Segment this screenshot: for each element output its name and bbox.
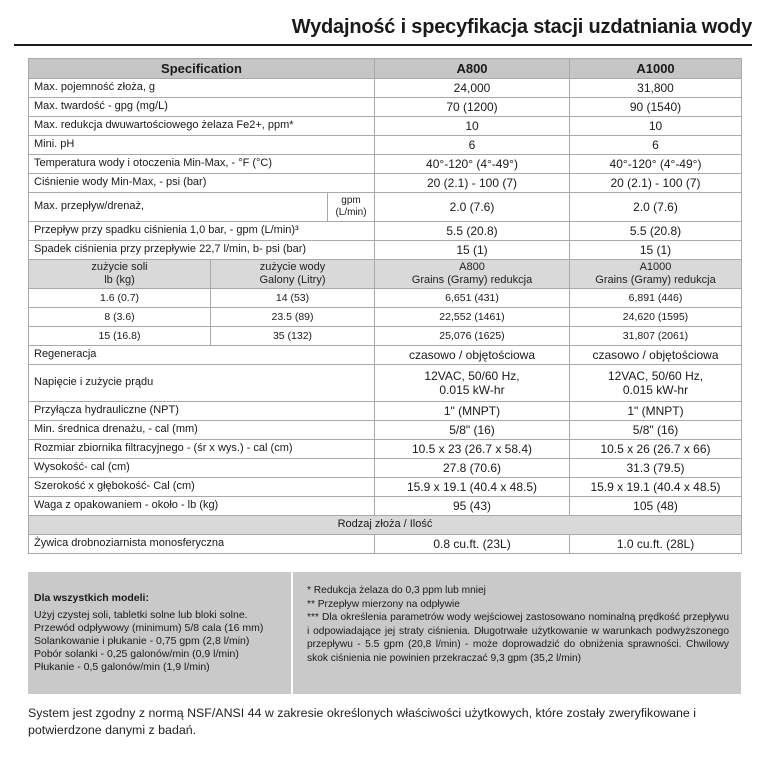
- flow-unit: gpm (L/min): [328, 193, 375, 222]
- row-a1000-value: 6: [570, 136, 742, 155]
- note-line: Solankowanie i płukanie - 0,75 gpm (2,8 l/min): [34, 635, 250, 647]
- row-a800-value: [375, 365, 570, 402]
- row-label: Ciśnienie wody Min-Max, - psi (bar): [29, 174, 375, 193]
- a1000-grains-value: 6,891 (446): [570, 289, 742, 308]
- row-a1000-value: 2.0 (7.6): [570, 193, 742, 222]
- row-label: Max. twardość - gpg (mg/L): [29, 98, 375, 117]
- row-a800-value: 27.8 (70.6): [375, 459, 570, 478]
- row-a1000-value: 5.5 (20.8): [570, 222, 742, 241]
- power-a1000-line2: 0.015 kW-hr: [622, 383, 689, 397]
- row-a800-value: 95 (43): [375, 497, 570, 516]
- footnote-2: ** Przepływ mierzony na odpływie: [307, 598, 460, 610]
- header-spec: Specification: [29, 59, 375, 79]
- row-label: Żywica drobnoziarnista monosferyczna: [29, 535, 375, 554]
- general-notes: [28, 572, 291, 694]
- table-row: [29, 241, 742, 260]
- row-label: Min. średnica drenażu, - cal (mm): [29, 421, 375, 440]
- table-row: [29, 497, 742, 516]
- table-row: [29, 98, 742, 117]
- a800-grains-header: [375, 260, 570, 289]
- compliance-statement: System jest zgodny z normą NSF/ANSI 44 w zakresie określonych właściwości użytkowych, które zostały zweryfikowane i potwierdzone danymi z badań.: [28, 706, 696, 737]
- row-a800-value: 5/8" (16): [375, 421, 570, 440]
- row-label: Max. redukcja dwuwartościowego żelaza Fe2+, ppm*: [29, 117, 375, 136]
- row-a1000-value: czasowo / objętościowa: [570, 346, 742, 365]
- row-a1000-value: 5/8" (16): [570, 421, 742, 440]
- table-row: [29, 440, 742, 459]
- row-a1000-value: 1.0 cu.ft. (28L): [570, 535, 742, 554]
- table-row: [29, 535, 742, 554]
- a800-grains-value: 25,076 (1625): [375, 327, 570, 346]
- row-label: Rozmiar zbiornika filtracyjnego - (śr x wys.) - cal (cm): [29, 440, 375, 459]
- notes-divider: [291, 572, 293, 694]
- table-row: [29, 478, 742, 497]
- row-a800-value: 20 (2.1) - 100 (7): [375, 174, 570, 193]
- row-a800-value: 24,000: [375, 79, 570, 98]
- table-row: [29, 155, 742, 174]
- footnote-1: * Redukcja żelaza do 0,3 ppm lub mniej: [307, 585, 486, 596]
- row-a800-value: 10: [375, 117, 570, 136]
- water-value: 23.5 (89): [211, 308, 375, 327]
- row-a1000-value: 10.5 x 26 (26.7 x 66): [570, 440, 742, 459]
- row-label: Mini. pH: [29, 136, 375, 155]
- table-row: [29, 459, 742, 478]
- table-row: [29, 79, 742, 98]
- row-a800-value: 15 (1): [375, 241, 570, 260]
- water-header-label: zużycie wody: [259, 260, 326, 273]
- row-label: Max. pojemność złoża, g: [29, 79, 375, 98]
- row-a800-value: 0.8 cu.ft. (23L): [375, 535, 570, 554]
- a1000-grains-value: 24,620 (1595): [570, 308, 742, 327]
- header-a1000: A1000: [570, 59, 742, 79]
- table-row: [29, 346, 742, 365]
- media-header-row: [29, 516, 742, 535]
- note-line: Pobór solanki - 0,25 galonów/min (0,9 l/min): [34, 648, 239, 660]
- power-a800-line1: 12VAC, 50/60 Hz,: [424, 368, 520, 383]
- row-a800-value: 6: [375, 136, 570, 155]
- notes-heading: Dla wszystkich modeli:: [34, 592, 149, 604]
- a800-grains-label: A800: [459, 260, 485, 273]
- row-a800-value: 15.9 x 19.1 (40.4 x 48.5): [375, 478, 570, 497]
- row-label: Napięcie i zużycie prądu: [29, 365, 375, 402]
- row-label: Temperatura wody i otoczenia Min-Max, - °F (°C): [29, 155, 375, 174]
- table-row: [29, 327, 742, 346]
- row-a800-value: 2.0 (7.6): [375, 193, 570, 222]
- row-a1000-value: 105 (48): [570, 497, 742, 516]
- row-a1000-value: 31,800: [570, 79, 742, 98]
- row-a800-value: 70 (1200): [375, 98, 570, 117]
- water-header: [211, 260, 375, 289]
- row-label: Przyłącza hydrauliczne (NPT): [29, 402, 375, 421]
- row-a1000-value: [570, 365, 742, 402]
- a1000-grains-header: [570, 260, 742, 289]
- table-row: [29, 117, 742, 136]
- row-a1000-value: 15.9 x 19.1 (40.4 x 48.5): [570, 478, 742, 497]
- salt-header-label: zużycie soli: [91, 260, 148, 273]
- table-row: [29, 289, 742, 308]
- table-row: [29, 402, 742, 421]
- row-a1000-value: 1" (MNPT): [570, 402, 742, 421]
- table-row: [29, 193, 742, 222]
- media-header: Rodzaj złoża / Ilość: [29, 516, 742, 535]
- table-row: [29, 421, 742, 440]
- row-a800-value: 5.5 (20.8): [375, 222, 570, 241]
- specification-table: [28, 58, 742, 554]
- note-line: Użyj czystej soli, tabletki solne lub bloki solne.: [34, 609, 248, 621]
- table-row: [29, 308, 742, 327]
- row-a1000-value: 31.3 (79.5): [570, 459, 742, 478]
- a1000-grains-sub: Grains (Gramy) redukcja: [595, 274, 716, 286]
- salt-value: 1.6 (0.7): [29, 289, 211, 308]
- row-label: Wysokość- cal (cm): [29, 459, 375, 478]
- title-underline: [14, 44, 752, 46]
- water-header-unit: Galony (Litry): [259, 274, 326, 286]
- notes-panel: [28, 572, 741, 694]
- row-label: Max. przepływ/drenaż,: [29, 193, 328, 222]
- row-a800-value: czasowo / objętościowa: [375, 346, 570, 365]
- power-a800-line2: 0.015 kW-hr: [439, 383, 505, 397]
- a1000-grains-label: A1000: [639, 260, 672, 273]
- row-a1000-value: 10: [570, 117, 742, 136]
- table-header-row: [29, 59, 742, 79]
- a800-grains-value: 22,552 (1461): [375, 308, 570, 327]
- header-a800: A800: [375, 59, 570, 79]
- row-a1000-value: 40°-120° (4°-49°): [570, 155, 742, 174]
- row-a800-value: 40°-120° (4°-49°): [375, 155, 570, 174]
- a800-grains-value: 6,651 (431): [375, 289, 570, 308]
- page-title: Wydajność i specyfikacja stacji uzdatniania wody: [291, 16, 752, 38]
- row-label: Spadek ciśnienia przy przepływie 22,7 l/min, b- psi (bar): [29, 241, 375, 260]
- water-value: 14 (53): [211, 289, 375, 308]
- salt-header: [29, 260, 211, 289]
- row-label: Szerokość x głębokość- Cal (cm): [29, 478, 375, 497]
- footnote-3: *** Dla określenia parametrów wody wejściowej zastosowano nominalną prędkość przepływu i odpowiadające jej straty ciśnienia. Długotrwałe użytkowanie w warunkach podwyższonego przepływu - 5.5 gpm (20,8 l/min) - może doprowadzić do obniżenia sprawności. Chwilowy skok ciśnienia nie powinien przekraczać 9,3 gpm (35,2 l/min): [307, 612, 729, 664]
- row-label: Waga z opakowaniem - około - lb (kg): [29, 497, 375, 516]
- footnotes: [307, 584, 729, 665]
- salt-value: 15 (16.8): [29, 327, 211, 346]
- table-row: [29, 222, 742, 241]
- note-line: Płukanie - 0,5 galonów/min (1,9 l/min): [34, 661, 210, 673]
- table-row: [29, 174, 742, 193]
- row-a1000-value: 15 (1): [570, 241, 742, 260]
- power-a1000-line1: 12VAC, 50/60 Hz,: [607, 368, 704, 383]
- row-label: Regeneracja: [29, 346, 375, 365]
- salt-header-unit: lb (kg): [104, 274, 135, 286]
- table-row: [29, 365, 742, 402]
- water-value: 35 (132): [211, 327, 375, 346]
- salt-header-row: [29, 260, 742, 289]
- salt-value: 8 (3.6): [29, 308, 211, 327]
- row-a1000-value: 20 (2.1) - 100 (7): [570, 174, 742, 193]
- note-line: Przewód odpływowy (minimum) 5/8 cala (16 mm): [34, 622, 264, 634]
- table-row: [29, 136, 742, 155]
- row-a1000-value: 90 (1540): [570, 98, 742, 117]
- a800-grains-sub: Grains (Gramy) redukcja: [411, 274, 533, 286]
- a1000-grains-value: 31,807 (2061): [570, 327, 742, 346]
- row-label: Przepływ przy spadku ciśnienia 1,0 bar, - gpm (L/min)³: [29, 222, 375, 241]
- row-a800-value: 1" (MNPT): [375, 402, 570, 421]
- row-a800-value: 10.5 x 23 (26.7 x 58.4): [375, 440, 570, 459]
